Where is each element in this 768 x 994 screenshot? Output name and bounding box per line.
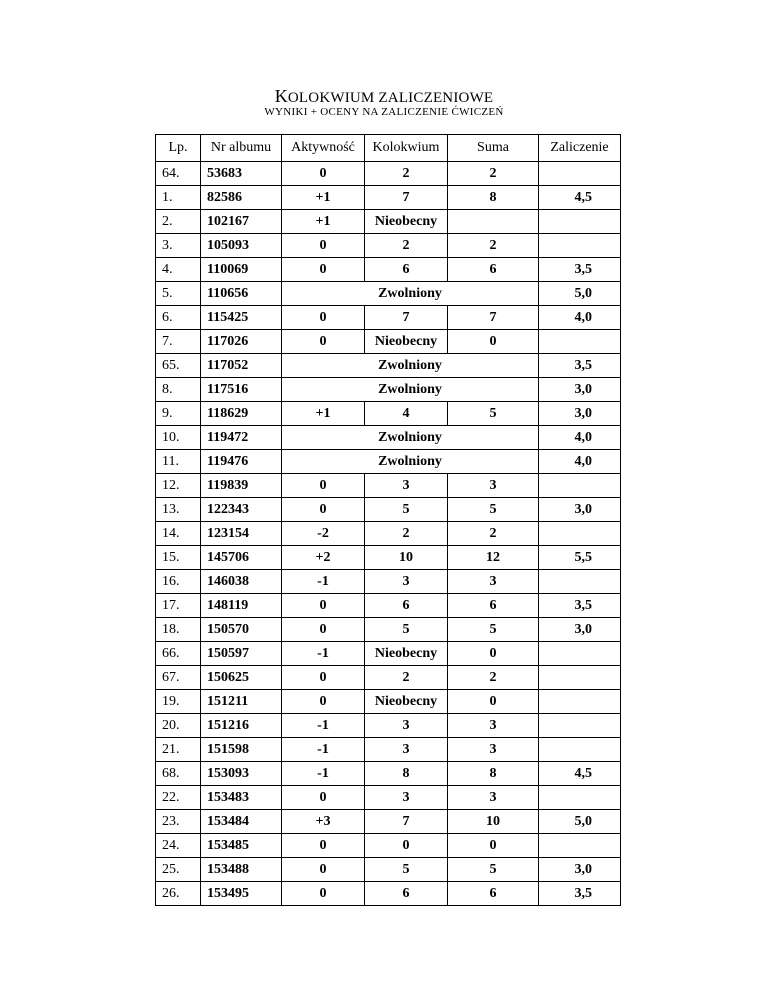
cell-lp: 67. <box>156 666 201 690</box>
cell-kolokwium: 5 <box>365 618 448 642</box>
cell-lp: 23. <box>156 810 201 834</box>
cell-zaliczenie: 3,5 <box>539 258 621 282</box>
cell-aktywnosc: +1 <box>282 210 365 234</box>
cell-suma: 3 <box>448 570 539 594</box>
cell-kolokwium: 6 <box>365 594 448 618</box>
table-row <box>156 570 621 594</box>
cell-zaliczenie: 3,0 <box>539 402 621 426</box>
cell-status: Zwolniony <box>282 450 539 474</box>
cell-lp: 12. <box>156 474 201 498</box>
cell-album: 153495 <box>201 882 282 906</box>
cell-album: 110656 <box>201 282 282 306</box>
cell-aktywnosc: 0 <box>282 786 365 810</box>
cell-zaliczenie <box>539 162 621 186</box>
cell-zaliczenie: 4,0 <box>539 450 621 474</box>
table-row <box>156 378 621 402</box>
cell-album: 153093 <box>201 762 282 786</box>
cell-kolokwium: 3 <box>365 786 448 810</box>
cell-suma: 0 <box>448 330 539 354</box>
cell-album: 151598 <box>201 738 282 762</box>
cell-album: 150597 <box>201 642 282 666</box>
cell-album: 118629 <box>201 402 282 426</box>
cell-kolokwium: Nieobecny <box>365 690 448 714</box>
cell-status: Zwolniony <box>282 354 539 378</box>
title-rest: OLOKWIUM ZALICZENIOWE <box>287 90 494 106</box>
cell-album: 148119 <box>201 594 282 618</box>
table-row <box>156 618 621 642</box>
results-table <box>155 134 621 906</box>
cell-lp: 3. <box>156 234 201 258</box>
cell-aktywnosc: +1 <box>282 402 365 426</box>
cell-suma: 6 <box>448 882 539 906</box>
cell-zaliczenie: 4,0 <box>539 306 621 330</box>
header-zaliczenie: Zaliczenie <box>539 135 621 162</box>
cell-aktywnosc: 0 <box>282 834 365 858</box>
cell-lp: 18. <box>156 618 201 642</box>
table-row <box>156 810 621 834</box>
cell-status: Zwolniony <box>282 282 539 306</box>
cell-kolokwium: 6 <box>365 258 448 282</box>
cell-aktywnosc: -1 <box>282 642 365 666</box>
cell-aktywnosc: 0 <box>282 258 365 282</box>
cell-album: 119839 <box>201 474 282 498</box>
cell-suma: 12 <box>448 546 539 570</box>
cell-kolokwium: 5 <box>365 858 448 882</box>
cell-zaliczenie: 3,5 <box>539 594 621 618</box>
cell-zaliczenie <box>539 474 621 498</box>
cell-kolokwium: 3 <box>365 714 448 738</box>
cell-suma: 3 <box>448 474 539 498</box>
cell-aktywnosc: +2 <box>282 546 365 570</box>
cell-suma: 3 <box>448 738 539 762</box>
table-row <box>156 594 621 618</box>
cell-aktywnosc: +3 <box>282 810 365 834</box>
cell-zaliczenie: 3,0 <box>539 498 621 522</box>
cell-zaliczenie: 3,5 <box>539 354 621 378</box>
cell-album: 151216 <box>201 714 282 738</box>
cell-album: 82586 <box>201 186 282 210</box>
cell-kolokwium: 0 <box>365 834 448 858</box>
cell-suma: 8 <box>448 186 539 210</box>
table-row <box>156 546 621 570</box>
cell-kolokwium: 10 <box>365 546 448 570</box>
cell-zaliczenie <box>539 522 621 546</box>
title-initial: K <box>274 86 288 106</box>
cell-aktywnosc: 0 <box>282 666 365 690</box>
cell-lp: 11. <box>156 450 201 474</box>
cell-lp: 9. <box>156 402 201 426</box>
cell-album: 151211 <box>201 690 282 714</box>
cell-album: 150625 <box>201 666 282 690</box>
cell-aktywnosc: 0 <box>282 474 365 498</box>
cell-suma: 0 <box>448 642 539 666</box>
table-row <box>156 786 621 810</box>
cell-suma: 0 <box>448 690 539 714</box>
table-row <box>156 714 621 738</box>
table-row <box>156 450 621 474</box>
table-row <box>156 834 621 858</box>
cell-kolokwium: 3 <box>365 570 448 594</box>
cell-aktywnosc: 0 <box>282 330 365 354</box>
cell-kolokwium: 3 <box>365 474 448 498</box>
cell-album: 150570 <box>201 618 282 642</box>
cell-album: 117052 <box>201 354 282 378</box>
cell-kolokwium: 4 <box>365 402 448 426</box>
cell-suma: 2 <box>448 666 539 690</box>
table-row <box>156 306 621 330</box>
cell-zaliczenie <box>539 330 621 354</box>
cell-lp: 20. <box>156 714 201 738</box>
cell-lp: 6. <box>156 306 201 330</box>
cell-lp: 16. <box>156 570 201 594</box>
cell-album: 117516 <box>201 378 282 402</box>
cell-lp: 13. <box>156 498 201 522</box>
header-lp: Lp. <box>156 135 201 162</box>
cell-kolokwium: Nieobecny <box>365 210 448 234</box>
cell-lp: 21. <box>156 738 201 762</box>
cell-aktywnosc: -2 <box>282 522 365 546</box>
cell-lp: 22. <box>156 786 201 810</box>
cell-kolokwium: 2 <box>365 162 448 186</box>
cell-zaliczenie: 3,5 <box>539 882 621 906</box>
cell-aktywnosc: 0 <box>282 882 365 906</box>
cell-album: 153483 <box>201 786 282 810</box>
table-row <box>156 762 621 786</box>
cell-status: Zwolniony <box>282 426 539 450</box>
header-album: Nr albumu <box>201 135 282 162</box>
table-row <box>156 258 621 282</box>
cell-album: 117026 <box>201 330 282 354</box>
cell-aktywnosc: -1 <box>282 738 365 762</box>
header-suma: Suma <box>448 135 539 162</box>
cell-suma: 2 <box>448 234 539 258</box>
cell-kolokwium: 2 <box>365 522 448 546</box>
cell-album: 123154 <box>201 522 282 546</box>
table-row <box>156 474 621 498</box>
cell-aktywnosc: 0 <box>282 690 365 714</box>
cell-suma: 5 <box>448 498 539 522</box>
cell-zaliczenie <box>539 738 621 762</box>
table-row <box>156 522 621 546</box>
cell-lp: 65. <box>156 354 201 378</box>
cell-lp: 24. <box>156 834 201 858</box>
cell-aktywnosc: 0 <box>282 498 365 522</box>
cell-album: 146038 <box>201 570 282 594</box>
table-header-row <box>156 135 621 162</box>
cell-album: 102167 <box>201 210 282 234</box>
cell-zaliczenie <box>539 690 621 714</box>
cell-zaliczenie: 3,0 <box>539 378 621 402</box>
cell-lp: 66. <box>156 642 201 666</box>
cell-album: 53683 <box>201 162 282 186</box>
cell-suma: 7 <box>448 306 539 330</box>
cell-zaliczenie <box>539 234 621 258</box>
cell-album: 153485 <box>201 834 282 858</box>
cell-zaliczenie <box>539 570 621 594</box>
cell-lp: 2. <box>156 210 201 234</box>
table-row <box>156 666 621 690</box>
cell-aktywnosc: 0 <box>282 618 365 642</box>
cell-lp: 17. <box>156 594 201 618</box>
cell-suma: 5 <box>448 402 539 426</box>
cell-lp: 15. <box>156 546 201 570</box>
table-row <box>156 234 621 258</box>
cell-suma <box>448 210 539 234</box>
cell-kolokwium: 2 <box>365 234 448 258</box>
table-row <box>156 426 621 450</box>
cell-aktywnosc: 0 <box>282 162 365 186</box>
cell-zaliczenie: 5,5 <box>539 546 621 570</box>
cell-aktywnosc: -1 <box>282 714 365 738</box>
cell-zaliczenie: 4,5 <box>539 762 621 786</box>
cell-aktywnosc: -1 <box>282 762 365 786</box>
cell-lp: 19. <box>156 690 201 714</box>
cell-album: 119476 <box>201 450 282 474</box>
cell-aktywnosc: -1 <box>282 570 365 594</box>
table-row <box>156 882 621 906</box>
cell-album: 115425 <box>201 306 282 330</box>
cell-kolokwium: Nieobecny <box>365 330 448 354</box>
cell-lp: 4. <box>156 258 201 282</box>
cell-suma: 0 <box>448 834 539 858</box>
cell-zaliczenie <box>539 210 621 234</box>
cell-album: 110069 <box>201 258 282 282</box>
header-aktywnosc: Aktywność <box>282 135 365 162</box>
cell-lp: 25. <box>156 858 201 882</box>
cell-kolokwium: 7 <box>365 306 448 330</box>
cell-zaliczenie: 4,0 <box>539 426 621 450</box>
cell-suma: 5 <box>448 858 539 882</box>
cell-lp: 64. <box>156 162 201 186</box>
cell-album: 105093 <box>201 234 282 258</box>
table-row <box>156 858 621 882</box>
cell-album: 145706 <box>201 546 282 570</box>
cell-suma: 10 <box>448 810 539 834</box>
table-row <box>156 738 621 762</box>
table-row <box>156 690 621 714</box>
cell-suma: 6 <box>448 258 539 282</box>
cell-suma: 5 <box>448 618 539 642</box>
cell-zaliczenie: 3,0 <box>539 618 621 642</box>
cell-zaliczenie: 4,5 <box>539 186 621 210</box>
cell-zaliczenie <box>539 834 621 858</box>
table-row <box>156 402 621 426</box>
header-kolokwium: Kolokwium <box>365 135 448 162</box>
cell-lp: 10. <box>156 426 201 450</box>
cell-kolokwium: 5 <box>365 498 448 522</box>
document-title <box>0 86 768 107</box>
cell-zaliczenie <box>539 786 621 810</box>
cell-lp: 14. <box>156 522 201 546</box>
cell-lp: 8. <box>156 378 201 402</box>
table-row <box>156 162 621 186</box>
cell-aktywnosc: 0 <box>282 306 365 330</box>
cell-status: Zwolniony <box>282 378 539 402</box>
cell-album: 153488 <box>201 858 282 882</box>
cell-lp: 1. <box>156 186 201 210</box>
table-row <box>156 330 621 354</box>
table-row <box>156 498 621 522</box>
cell-kolokwium: 8 <box>365 762 448 786</box>
cell-zaliczenie <box>539 642 621 666</box>
cell-album: 122343 <box>201 498 282 522</box>
cell-lp: 5. <box>156 282 201 306</box>
cell-kolokwium: 7 <box>365 810 448 834</box>
cell-aktywnosc: 0 <box>282 234 365 258</box>
cell-suma: 8 <box>448 762 539 786</box>
cell-suma: 2 <box>448 162 539 186</box>
table-row <box>156 642 621 666</box>
cell-zaliczenie: 3,0 <box>539 858 621 882</box>
cell-kolokwium: 3 <box>365 738 448 762</box>
cell-lp: 26. <box>156 882 201 906</box>
cell-aktywnosc: 0 <box>282 594 365 618</box>
cell-kolokwium: 6 <box>365 882 448 906</box>
cell-zaliczenie <box>539 714 621 738</box>
cell-aktywnosc: +1 <box>282 186 365 210</box>
cell-zaliczenie: 5,0 <box>539 282 621 306</box>
table-row <box>156 282 621 306</box>
cell-zaliczenie: 5,0 <box>539 810 621 834</box>
cell-kolokwium: 7 <box>365 186 448 210</box>
cell-suma: 2 <box>448 522 539 546</box>
cell-album: 119472 <box>201 426 282 450</box>
cell-kolokwium: Nieobecny <box>365 642 448 666</box>
cell-suma: 3 <box>448 786 539 810</box>
table-row <box>156 354 621 378</box>
cell-zaliczenie <box>539 666 621 690</box>
table-row <box>156 186 621 210</box>
cell-album: 153484 <box>201 810 282 834</box>
cell-kolokwium: 2 <box>365 666 448 690</box>
cell-suma: 6 <box>448 594 539 618</box>
cell-lp: 7. <box>156 330 201 354</box>
cell-aktywnosc: 0 <box>282 858 365 882</box>
cell-lp: 68. <box>156 762 201 786</box>
table-row <box>156 210 621 234</box>
document-subtitle: WYNIKI + OCENY NA ZALICZENIE ĆWICZEŃ <box>264 106 504 118</box>
cell-suma: 3 <box>448 714 539 738</box>
